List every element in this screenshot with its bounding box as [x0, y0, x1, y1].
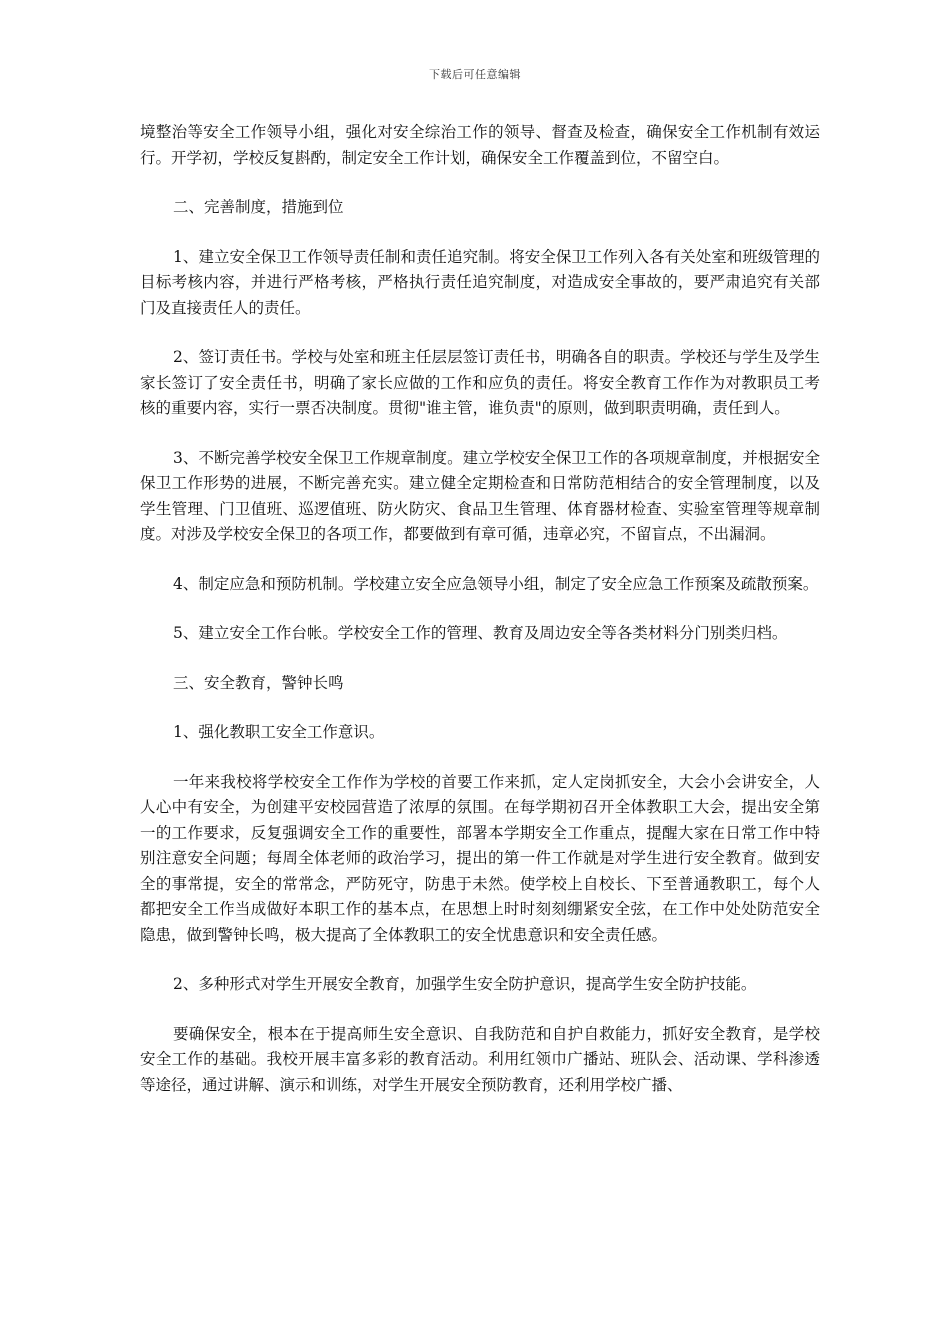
- paragraph-regulations: 3、不断完善学校安全保卫工作规章制度。建立学校安全保卫工作的各项规章制度，并根据安全保卫工作形势的进展，不断完善充实。建立健全定期检查和日常防范相结合的安全管理制度，以及学生管理、门卫值班、巡逻值班、防火防灾、食品卫生管理、体育器材检查、实验室管理等规章制度。对涉及学校安全保卫的各项工作，都要做到有章可循，违章必究，不留盲点，不出漏洞。: [140, 448, 820, 543]
- paragraph-student-education: 要确保安全，根本在于提高师生安全意识、自我防范和自护自救能力，抓好安全教育，是学校安全工作的基础。我校开展丰富多彩的教育活动。利用红领巾广播站、班队会、活动课、学科渗透等途径，通过讲解、演示和训练，对学生开展安全预防教育，还利用学校广播、: [140, 1024, 820, 1094]
- paragraph-responsibility-letter: 2、签订责任书。学校与处室和班主任层层签订责任书，明确各自的职责。学校还与学生及学生家长签订了安全责任书，明确了家长应做的工作和应负的责任。将安全教育工作作为对教职员工考核的重要内容，实行一票否决制度。贯彻"谁主管，谁负责"的原则，做到职责明确，责任到人。: [140, 348, 820, 417]
- paragraph-staff-awareness: 一年来我校将学校安全工作作为学校的首要工作来抓，定人定岗抓安全，大会小会讲安全，人人心中有安全，为创建平安校园营造了浓厚的氛围。在每学期初召开全体教职工大会，提出安全第一的工作要求，反复强调安全工作的重要性，部署本学期安全工作重点，提醒大家在日常工作中特别注意安全问题；每周全体老师的政治学习，提出的第一件工作就是对学生进行安全教育。做到安全的事常提，安全的常常念，严防死守，防患于未然。使学校上自校长、下至普通教职工，每个人都把安全工作当成做好本职工作的基本点，在思想上时时刻刻绷紧安全弦，在工作中处处防范安全隐患，做到警钟长鸣，极大提高了全体教职工的安全忧患意识和安全责任感。: [140, 772, 820, 944]
- section-heading-3: 三、安全教育，警钟长鸣: [173, 673, 344, 692]
- paragraph-emergency-plan: 4、制定应急和预防机制。学校建立安全应急领导小组，制定了安全应急工作预案及疏散预案。: [173, 574, 819, 593]
- paragraph-ledger: 5、建立安全工作台帐。学校安全工作的管理、教育及周边安全等各类材料分门别类归档。: [173, 624, 788, 642]
- paragraph-responsibility-system: 1、建立安全保卫工作领导责任制和责任追究制。将安全保卫工作列入各有关处室和班级管理的目标考核内容，并进行严格考核，严格执行责任追究制度，对造成安全事故的，要严肃追究有关部门及直接责任人的责任。: [140, 247, 820, 317]
- subheading-student-education: 2、多种形式对学生开展安全教育，加强学生安全防护意识，提高学生安全防护技能。: [173, 975, 757, 993]
- section-heading-2: 二、完善制度，措施到位: [173, 198, 344, 216]
- document-body: [140, 120, 820, 1098]
- subheading-staff-awareness: 1、强化教职工安全工作意识。: [173, 723, 385, 741]
- paragraph-continuation: 境整治等安全工作领导小组，强化对安全综治工作的领导、督查及检查，确保安全工作机制有效运行。开学初，学校反复斟酌，制定安全工作计划，确保安全工作覆盖到位，不留空白。: [140, 123, 820, 167]
- page-header: 下载后可任意编辑: [429, 68, 521, 81]
